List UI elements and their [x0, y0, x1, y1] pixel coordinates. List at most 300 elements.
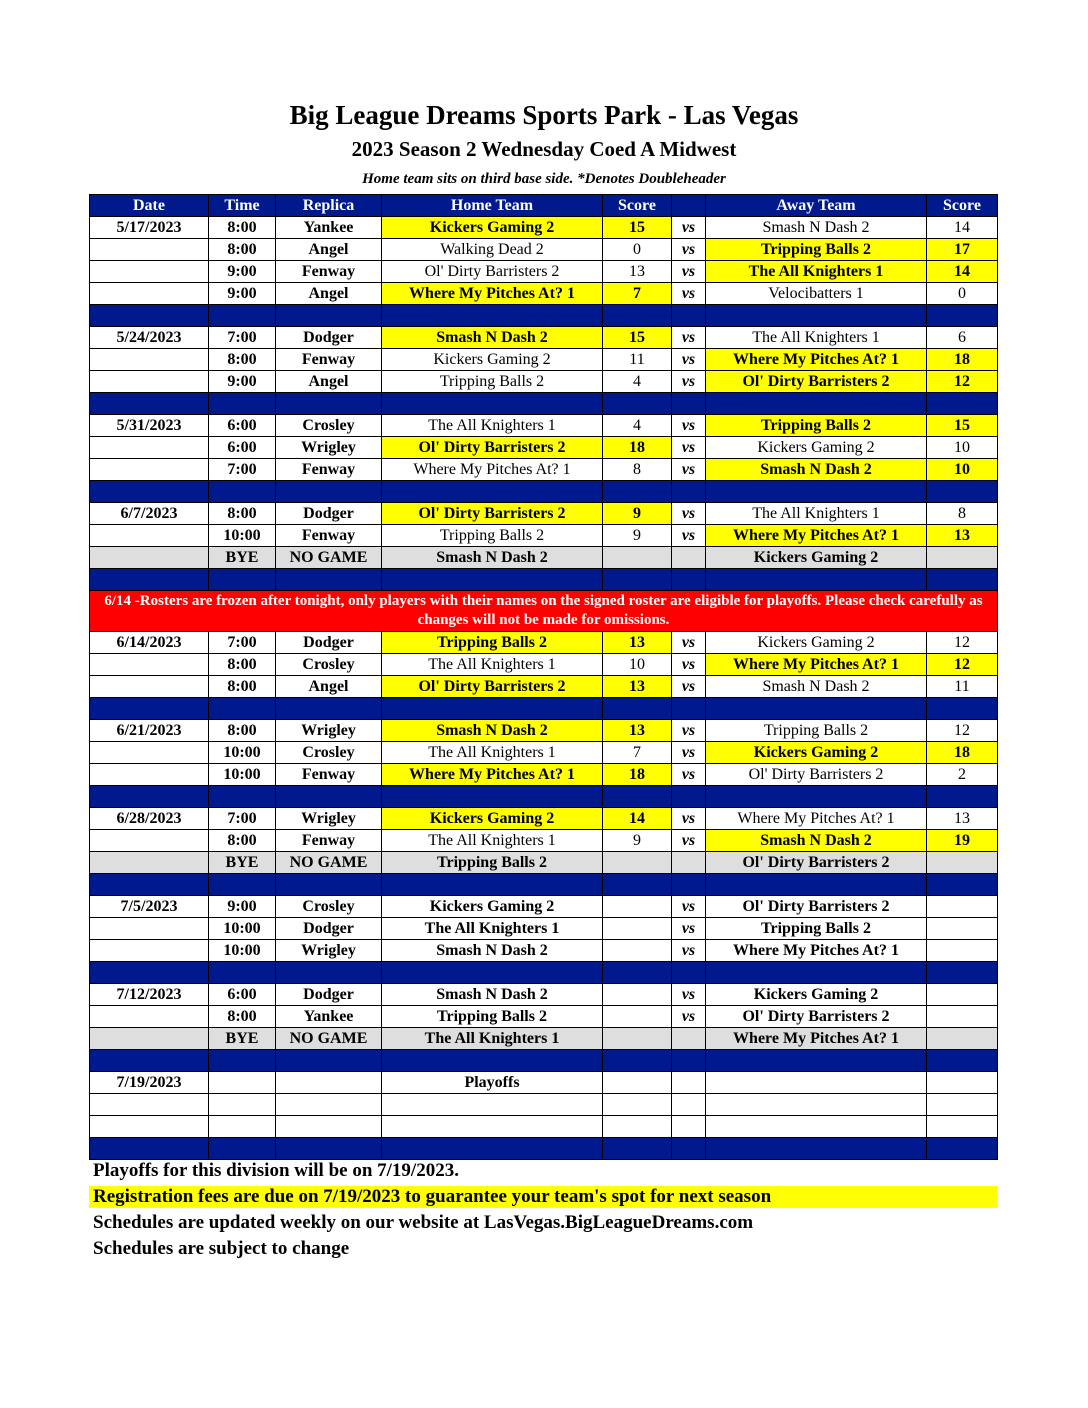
separator-cell — [276, 481, 382, 503]
vs-cell: vs — [672, 1006, 706, 1028]
vs-cell: vs — [672, 283, 706, 305]
away-team-cell — [706, 1094, 927, 1116]
date-cell — [90, 283, 209, 305]
footer-website-note — [89, 1212, 997, 1234]
playoff-row — [90, 1094, 998, 1116]
home-score-cell: 9 — [603, 525, 672, 547]
vs-cell: vs — [672, 349, 706, 371]
vs-cell: vs — [672, 525, 706, 547]
replica-cell: Yankee — [276, 1006, 382, 1028]
week-separator-row — [90, 1138, 998, 1160]
separator-cell — [382, 874, 603, 896]
home-team-cell: Kickers Gaming 2 — [382, 349, 603, 371]
vs-cell — [672, 547, 706, 569]
time-cell: BYE — [209, 852, 276, 874]
vs-cell — [672, 1028, 706, 1050]
date-cell — [90, 239, 209, 261]
home-team-cell: Walking Dead 2 — [382, 239, 603, 261]
home-score-cell — [603, 1006, 672, 1028]
separator-cell — [603, 393, 672, 415]
away-score-cell — [927, 1006, 998, 1028]
week-separator-row — [90, 481, 998, 503]
game-row — [90, 283, 998, 305]
separator-cell — [276, 393, 382, 415]
home-score-cell: 13 — [603, 720, 672, 742]
away-score-cell: 14 — [927, 261, 998, 283]
vs-cell: vs — [672, 632, 706, 654]
away-team-cell: Where My Pitches At? 1 — [706, 940, 927, 962]
time-cell: 8:00 — [209, 720, 276, 742]
home-score-cell — [603, 984, 672, 1006]
home-team-cell: Ol' Dirty Barristers 2 — [382, 503, 603, 525]
separator-cell — [706, 569, 927, 591]
date-cell: 5/17/2023 — [90, 217, 209, 239]
separator-cell — [90, 786, 209, 808]
separator-cell — [706, 1050, 927, 1072]
vs-cell: vs — [672, 437, 706, 459]
home-team-cell: Ol' Dirty Barristers 2 — [382, 261, 603, 283]
date-cell — [90, 547, 209, 569]
vs-cell: vs — [672, 918, 706, 940]
home-team-cell: Ol' Dirty Barristers 2 — [382, 437, 603, 459]
date-cell — [90, 1094, 209, 1116]
game-row — [90, 632, 998, 654]
away-score-cell: 18 — [927, 349, 998, 371]
page-subtitle: 2023 Season 2 Wednesday Coed A Midwest — [351, 137, 737, 161]
game-row — [90, 808, 998, 830]
separator-cell — [382, 698, 603, 720]
separator-cell — [276, 962, 382, 984]
footer-line-1: Playoffs for this division will be on 7/19/2023. — [93, 1160, 459, 1181]
away-team-cell: The All Knighters 1 — [706, 261, 927, 283]
separator-cell — [382, 481, 603, 503]
replica-cell: Fenway — [276, 459, 382, 481]
playoff-row — [90, 1116, 998, 1138]
vs-cell: vs — [672, 415, 706, 437]
time-cell: 8:00 — [209, 503, 276, 525]
replica-cell — [276, 1094, 382, 1116]
date-cell: 7/19/2023 — [90, 1072, 209, 1094]
playoff-row — [90, 1072, 998, 1094]
replica-cell: Dodger — [276, 984, 382, 1006]
separator-cell — [672, 786, 706, 808]
separator-cell — [927, 874, 998, 896]
separator-cell — [276, 569, 382, 591]
away-team-cell: Ol' Dirty Barristers 2 — [706, 852, 927, 874]
time-cell: 6:00 — [209, 984, 276, 1006]
separator-cell — [276, 698, 382, 720]
away-team-cell: Where My Pitches At? 1 — [706, 349, 927, 371]
home-team-cell — [382, 1116, 603, 1138]
replica-cell: Fenway — [276, 261, 382, 283]
away-team-cell: Smash N Dash 2 — [706, 676, 927, 698]
away-score-cell: 12 — [927, 720, 998, 742]
date-cell: 6/21/2023 — [90, 720, 209, 742]
vs-cell — [672, 852, 706, 874]
replica-cell: Angel — [276, 239, 382, 261]
home-score-cell — [603, 1094, 672, 1116]
home-team-cell: The All Knighters 1 — [382, 830, 603, 852]
game-row — [90, 764, 998, 786]
col-header-home-team: Home Team — [382, 195, 603, 217]
date-cell — [90, 852, 209, 874]
week-separator-row — [90, 962, 998, 984]
game-row — [90, 525, 998, 547]
home-score-cell: 4 — [603, 371, 672, 393]
home-team-cell: The All Knighters 1 — [382, 415, 603, 437]
vs-cell: vs — [672, 503, 706, 525]
vs-cell: vs — [672, 676, 706, 698]
separator-cell — [209, 698, 276, 720]
separator-cell — [672, 698, 706, 720]
col-header-home-score: Score — [603, 195, 672, 217]
replica-cell: Angel — [276, 676, 382, 698]
home-score-cell: 7 — [603, 283, 672, 305]
page-title: Big League Dreams Sports Park - Las Vegas — [289, 100, 799, 130]
separator-cell — [672, 569, 706, 591]
vs-cell: vs — [672, 830, 706, 852]
separator-cell — [672, 481, 706, 503]
replica-cell: NO GAME — [276, 852, 382, 874]
roster-notice-text: 6/14 -Rosters are frozen after tonight, only players with their names on the signed roster are eligible for playoffs. Please check carefully as changes will not be made for omissions. — [90, 591, 998, 632]
date-cell — [90, 1116, 209, 1138]
away-team-cell — [706, 1116, 927, 1138]
separator-cell — [672, 393, 706, 415]
separator-cell — [706, 786, 927, 808]
date-cell: 5/24/2023 — [90, 327, 209, 349]
footer-line-2: Registration fees are due on 7/19/2023 to guarantee your team's spot for next season — [93, 1186, 772, 1207]
time-cell: 7:00 — [209, 632, 276, 654]
replica-cell: Fenway — [276, 764, 382, 786]
replica-cell: Crosley — [276, 896, 382, 918]
away-team-cell: Kickers Gaming 2 — [706, 742, 927, 764]
away-score-cell — [927, 1028, 998, 1050]
time-cell: 8:00 — [209, 217, 276, 239]
home-score-cell: 13 — [603, 632, 672, 654]
separator-cell — [90, 393, 209, 415]
away-score-cell: 11 — [927, 676, 998, 698]
vs-cell — [672, 1094, 706, 1116]
vs-cell: vs — [672, 371, 706, 393]
col-header-away-team: Away Team — [706, 195, 927, 217]
vs-cell: vs — [672, 984, 706, 1006]
home-team-cell — [382, 1094, 603, 1116]
bye-row — [90, 1028, 998, 1050]
separator-cell — [706, 305, 927, 327]
time-cell: 8:00 — [209, 830, 276, 852]
replica-cell: Wrigley — [276, 720, 382, 742]
game-row — [90, 239, 998, 261]
time-cell: 8:00 — [209, 654, 276, 676]
home-team-cell: Tripping Balls 2 — [382, 632, 603, 654]
date-cell — [90, 261, 209, 283]
away-score-cell: 15 — [927, 415, 998, 437]
away-team-cell: Tripping Balls 2 — [706, 239, 927, 261]
vs-cell: vs — [672, 654, 706, 676]
date-cell — [90, 349, 209, 371]
replica-cell: Fenway — [276, 525, 382, 547]
home-team-cell: Kickers Gaming 2 — [382, 217, 603, 239]
game-row — [90, 896, 998, 918]
separator-cell — [706, 698, 927, 720]
separator-cell — [603, 569, 672, 591]
replica-cell: Dodger — [276, 632, 382, 654]
home-team-cell: Smash N Dash 2 — [382, 984, 603, 1006]
separator-cell — [706, 481, 927, 503]
game-row — [90, 830, 998, 852]
away-team-cell: Ol' Dirty Barristers 2 — [706, 371, 927, 393]
game-row — [90, 1006, 998, 1028]
col-header-vs — [672, 195, 706, 217]
date-cell — [90, 371, 209, 393]
away-team-cell: Smash N Dash 2 — [706, 217, 927, 239]
home-team-cell: Tripping Balls 2 — [382, 371, 603, 393]
week-separator-row — [90, 569, 998, 591]
replica-cell: Crosley — [276, 654, 382, 676]
date-cell: 6/14/2023 — [90, 632, 209, 654]
vs-cell: vs — [672, 742, 706, 764]
separator-cell — [603, 786, 672, 808]
home-team-cell: Smash N Dash 2 — [382, 940, 603, 962]
away-team-cell: Velocibatters 1 — [706, 283, 927, 305]
time-cell: BYE — [209, 1028, 276, 1050]
separator-cell — [927, 1138, 998, 1160]
away-team-cell: The All Knighters 1 — [706, 503, 927, 525]
separator-cell — [672, 1050, 706, 1072]
footer-playoffs-note — [89, 1160, 997, 1182]
away-team-cell: Where My Pitches At? 1 — [706, 654, 927, 676]
away-score-cell — [927, 940, 998, 962]
vs-cell — [672, 1072, 706, 1094]
separator-cell — [706, 962, 927, 984]
home-team-cell: The All Knighters 1 — [382, 918, 603, 940]
date-cell — [90, 764, 209, 786]
separator-cell — [927, 698, 998, 720]
vs-cell: vs — [672, 459, 706, 481]
time-cell: 6:00 — [209, 437, 276, 459]
home-team-cell: Where My Pitches At? 1 — [382, 283, 603, 305]
game-row — [90, 720, 998, 742]
footer-line-4: Schedules are subject to change — [93, 1238, 350, 1259]
home-score-cell — [603, 940, 672, 962]
week-separator-row — [90, 874, 998, 896]
vs-cell: vs — [672, 217, 706, 239]
separator-cell — [603, 874, 672, 896]
away-score-cell: 10 — [927, 437, 998, 459]
home-score-cell: 7 — [603, 742, 672, 764]
separator-cell — [382, 305, 603, 327]
game-row — [90, 918, 998, 940]
home-score-cell — [603, 918, 672, 940]
separator-cell — [672, 962, 706, 984]
separator-cell — [382, 786, 603, 808]
separator-cell — [927, 393, 998, 415]
separator-cell — [209, 1138, 276, 1160]
home-team-cell: Tripping Balls 2 — [382, 1006, 603, 1028]
home-score-cell — [603, 547, 672, 569]
replica-cell: Dodger — [276, 503, 382, 525]
home-score-cell — [603, 896, 672, 918]
replica-cell: NO GAME — [276, 547, 382, 569]
separator-cell — [276, 874, 382, 896]
schedule-table — [89, 194, 998, 1160]
away-team-cell: Smash N Dash 2 — [706, 830, 927, 852]
separator-cell — [927, 1050, 998, 1072]
time-cell: 9:00 — [209, 283, 276, 305]
away-score-cell — [927, 918, 998, 940]
footer-change-note — [89, 1238, 997, 1260]
away-score-cell — [927, 1094, 998, 1116]
col-header-date: Date — [90, 195, 209, 217]
home-score-cell — [603, 1072, 672, 1094]
home-team-cell: Where My Pitches At? 1 — [382, 459, 603, 481]
replica-cell: NO GAME — [276, 1028, 382, 1050]
away-score-cell — [927, 1072, 998, 1094]
away-score-cell — [927, 896, 998, 918]
home-score-cell: 18 — [603, 437, 672, 459]
home-team-cell: Tripping Balls 2 — [382, 525, 603, 547]
time-cell — [209, 1072, 276, 1094]
separator-cell — [276, 305, 382, 327]
away-score-cell — [927, 852, 998, 874]
separator-cell — [603, 305, 672, 327]
separator-cell — [706, 393, 927, 415]
home-team-cell: The All Knighters 1 — [382, 1028, 603, 1050]
home-score-cell: 4 — [603, 415, 672, 437]
bye-row — [90, 852, 998, 874]
home-score-cell: 8 — [603, 459, 672, 481]
vs-cell: vs — [672, 261, 706, 283]
vs-cell: vs — [672, 896, 706, 918]
away-team-cell: Kickers Gaming 2 — [706, 437, 927, 459]
game-row — [90, 940, 998, 962]
date-cell — [90, 918, 209, 940]
game-row — [90, 327, 998, 349]
away-score-cell: 12 — [927, 632, 998, 654]
home-team-cell: Tripping Balls 2 — [382, 852, 603, 874]
footer-line-3: Schedules are updated weekly on our website at LasVegas.BigLeagueDreams.com — [93, 1212, 754, 1233]
separator-cell — [603, 1138, 672, 1160]
replica-cell: Crosley — [276, 742, 382, 764]
away-score-cell: 12 — [927, 371, 998, 393]
away-team-cell — [706, 1072, 927, 1094]
home-team-cell: Ol' Dirty Barristers 2 — [382, 676, 603, 698]
footer-registration-note — [89, 1186, 997, 1208]
home-team-cell: Smash N Dash 2 — [382, 547, 603, 569]
col-header-away-score: Score — [927, 195, 998, 217]
home-score-cell — [603, 1028, 672, 1050]
separator-cell — [90, 874, 209, 896]
away-team-cell: Smash N Dash 2 — [706, 459, 927, 481]
game-row — [90, 654, 998, 676]
away-score-cell: 0 — [927, 283, 998, 305]
replica-cell: Crosley — [276, 415, 382, 437]
away-score-cell: 13 — [927, 808, 998, 830]
home-team-cell: Kickers Gaming 2 — [382, 896, 603, 918]
away-team-cell: Tripping Balls 2 — [706, 720, 927, 742]
home-team-cell: Where My Pitches At? 1 — [382, 764, 603, 786]
home-team-cell: The All Knighters 1 — [382, 742, 603, 764]
game-row — [90, 437, 998, 459]
separator-cell — [209, 1050, 276, 1072]
separator-cell — [90, 305, 209, 327]
date-cell: 7/12/2023 — [90, 984, 209, 1006]
date-cell: 5/31/2023 — [90, 415, 209, 437]
vs-cell — [672, 1116, 706, 1138]
separator-cell — [90, 481, 209, 503]
away-score-cell: 6 — [927, 327, 998, 349]
away-score-cell: 17 — [927, 239, 998, 261]
week-separator-row — [90, 305, 998, 327]
away-score-cell: 13 — [927, 525, 998, 547]
home-score-cell: 11 — [603, 349, 672, 371]
time-cell: 10:00 — [209, 525, 276, 547]
separator-cell — [382, 1138, 603, 1160]
time-cell: 9:00 — [209, 371, 276, 393]
away-score-cell: 12 — [927, 654, 998, 676]
replica-cell — [276, 1116, 382, 1138]
separator-cell — [276, 1138, 382, 1160]
away-team-cell: Where My Pitches At? 1 — [706, 1028, 927, 1050]
replica-cell — [276, 1072, 382, 1094]
date-cell — [90, 676, 209, 698]
vs-cell: vs — [672, 239, 706, 261]
away-score-cell — [927, 547, 998, 569]
replica-cell: Wrigley — [276, 808, 382, 830]
date-cell: 7/5/2023 — [90, 896, 209, 918]
time-cell: 9:00 — [209, 896, 276, 918]
home-score-cell: 9 — [603, 503, 672, 525]
game-row — [90, 349, 998, 371]
separator-cell — [90, 962, 209, 984]
separator-cell — [382, 962, 603, 984]
home-team-cell: Kickers Gaming 2 — [382, 808, 603, 830]
home-score-cell: 14 — [603, 808, 672, 830]
away-score-cell — [927, 984, 998, 1006]
col-header-replica: Replica — [276, 195, 382, 217]
vs-cell: vs — [672, 764, 706, 786]
separator-cell — [90, 569, 209, 591]
week-separator-row — [90, 786, 998, 808]
separator-cell — [603, 698, 672, 720]
home-team-cell: Smash N Dash 2 — [382, 327, 603, 349]
home-score-cell: 9 — [603, 830, 672, 852]
date-cell — [90, 1028, 209, 1050]
home-team-cell: Playoffs — [382, 1072, 603, 1094]
table-header-row — [90, 195, 998, 217]
separator-cell — [927, 305, 998, 327]
date-cell — [90, 525, 209, 547]
page-note: Home team sits on third base side. *Denotes Doubleheader — [362, 171, 726, 187]
game-row — [90, 984, 998, 1006]
vs-cell: vs — [672, 808, 706, 830]
time-cell: BYE — [209, 547, 276, 569]
away-team-cell: Ol' Dirty Barristers 2 — [706, 764, 927, 786]
away-score-cell — [927, 1116, 998, 1138]
separator-cell — [209, 481, 276, 503]
home-team-cell: The All Knighters 1 — [382, 654, 603, 676]
separator-cell — [603, 1050, 672, 1072]
away-team-cell: Kickers Gaming 2 — [706, 984, 927, 1006]
game-row — [90, 371, 998, 393]
away-team-cell: Ol' Dirty Barristers 2 — [706, 896, 927, 918]
game-row — [90, 503, 998, 525]
date-cell — [90, 742, 209, 764]
home-score-cell — [603, 1116, 672, 1138]
home-score-cell — [603, 852, 672, 874]
away-score-cell: 2 — [927, 764, 998, 786]
away-score-cell: 10 — [927, 459, 998, 481]
